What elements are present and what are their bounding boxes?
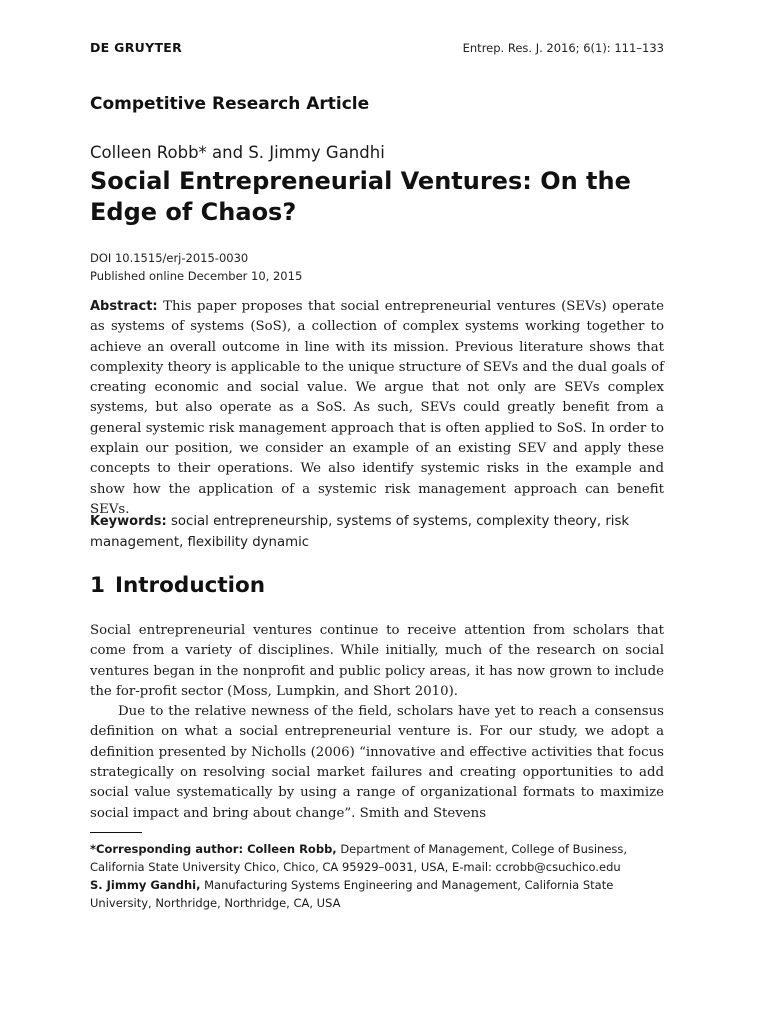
- publisher-name: DE GRUYTER: [90, 40, 183, 55]
- corresponding-author-note: [90, 840, 664, 876]
- introduction-body: [90, 621, 664, 824]
- keywords: [90, 511, 664, 553]
- keywords-label: Keywords:: [90, 514, 167, 529]
- running-head: [90, 40, 664, 60]
- doi: DOI 10.1515/erj-2015-0030: [90, 251, 249, 265]
- body-paragraph: Due to the relative newness of the field, scholars have yet to reach a consensus definition on what a social entrepreneurial venture is. For our study, we adopt a definition presented by Nicholls (2006) “innovative and effective activities that focus strategically on resolving social market failures and creating opportunities to add social value systematically by using a range of organizational formats to maximize social impact and bring about change”. Smith and Stevens: [90, 704, 664, 821]
- article-type: Competitive Research Article: [90, 94, 370, 114]
- author-line: Colleen Robb* and S. Jimmy Gandhi: [90, 143, 385, 162]
- abstract-text: This paper proposes that social entrepreneurial ventures (SEVs) operate as systems of systems (SoS), a collection of complex systems working together to achieve an overall outcome in line with its mission. Previous literature shows that complexity theory is applicable to the unique structure of SEVs and the dual goals of creating economic and social value. We argue that not only are SEVs complex systems, but also operate as a SoS. As such, SEVs could greatly benefit from a general systemic risk management approach that is often applied to SoS. In order to explain our position, we consider an example of an existing SEV and apply these concepts to their operations. We also identify systemic risks in the example and show how the application of a systemic risk management approach can benefit SEVs.: [90, 299, 665, 517]
- second-author-note: [90, 876, 664, 912]
- footnote-divider: [90, 832, 142, 833]
- keywords-text: social entrepreneurship, systems of systems, complexity theory, risk management, flexibility dynamic: [90, 514, 630, 550]
- second-author-label: S. Jimmy Gandhi,: [90, 878, 201, 892]
- article-metadata: [90, 249, 302, 285]
- journal-reference: Entrep. Res. J. 2016; 6(1): 111–133: [462, 41, 664, 55]
- article-title: Social Entrepreneurial Ventures: On the Edge of Chaos?: [90, 167, 631, 226]
- body-paragraph: Social entrepreneurial ventures continue to receive attention from scholars that come from a variety of disciplines. While initially, much of the research on social ventures began in the nonprofit and public policy areas, it has now grown to include the for-profit sector (Moss, Lumpkin, and Short 2010).: [90, 623, 664, 699]
- second-author-affiliation: Manufacturing Systems Engineering and Management, California State University, Northridge, Northridge, CA, USA: [90, 878, 614, 910]
- section-heading: [90, 573, 265, 598]
- section-title: Introduction: [114, 573, 266, 598]
- corresponding-author-label: *Corresponding author: Colleen Robb,: [90, 842, 337, 856]
- corresponding-author-affiliation: Department of Management, College of Business, California State University Chico, Chico, CA 95929–0031, USA, E-mail: ccrobb@csuchico.edu: [90, 842, 628, 874]
- section-number: 1: [90, 573, 105, 598]
- abstract-label: Abstract:: [90, 299, 158, 314]
- footnotes: [90, 840, 664, 912]
- article-page: [90, 0, 664, 1024]
- publication-date: Published online December 10, 2015: [90, 269, 303, 283]
- abstract: [90, 297, 664, 520]
